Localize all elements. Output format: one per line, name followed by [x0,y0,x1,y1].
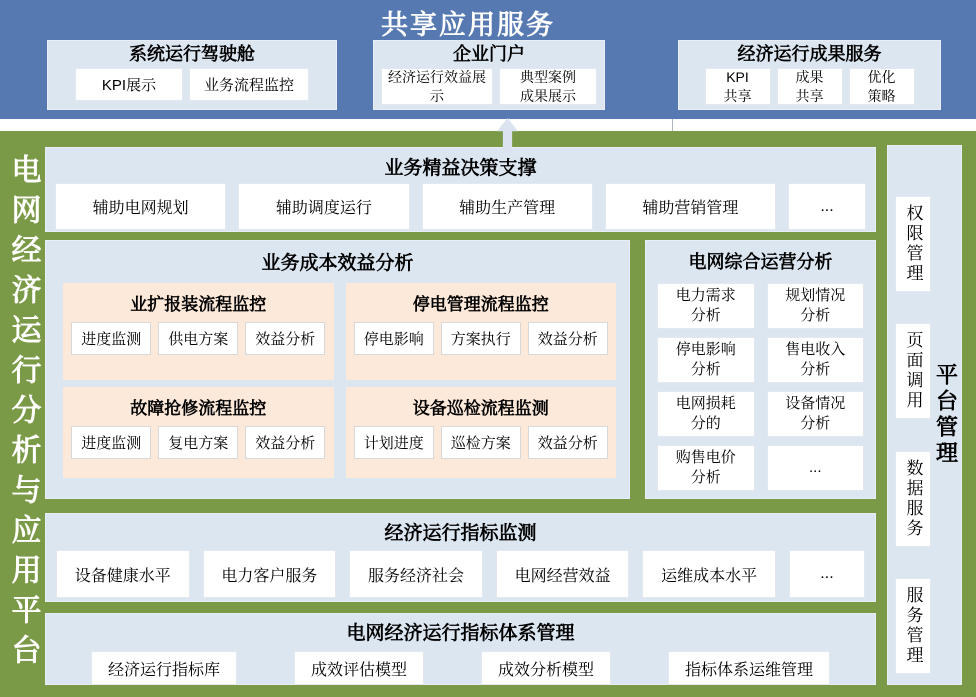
permission-manage-label: 权限管理 [903,204,923,284]
indicator-library-box: 经济运行指标库 [91,651,237,685]
enterprise-portal-title: 企业门户 [453,44,525,64]
device-status-box: 设备情况 分析 [767,391,865,437]
outage-impact-chip: 停电影响 [354,322,434,355]
page-call-box [895,323,931,419]
indicator-monitor-panel [45,513,876,602]
benefit-analysis-chip: 效益分析 [245,322,325,355]
evaluation-model-box: 成效评估模型 [294,651,424,685]
result-service-panel [678,40,941,110]
device-patrol-group [346,387,617,478]
power-demand-box: 电力需求 分析 [657,283,755,329]
decision-support-panel [45,147,876,232]
expand-install-items [63,322,334,355]
sales-income-box: 售电收入 分析 [767,337,865,383]
expand-install-title: 业扩报装流程监控 [130,295,267,314]
planning-status-box: 规划情况 分析 [767,283,865,329]
result-service-title: 经济运行成果服务 [737,44,882,64]
maintenance-cost-box: 运维成本水平 [642,550,776,598]
plan-progress-chip: 计划进度 [354,426,434,459]
customer-service-box: 电力客户服务 [203,550,337,598]
platform-manage-items [895,196,931,674]
progress-monitor-chip: 进度监测 [71,426,151,459]
more-box: ... [789,550,865,598]
grid-planning-box: 辅助电网规划 [55,183,226,230]
restore-plan-chip: 复电方案 [158,426,238,459]
benefit-analysis-chip: 效益分析 [528,426,608,459]
platform-title-strip [0,131,45,697]
platform-manage-title-wrap [932,146,960,684]
cost-benefit-title: 业务成本效益分析 [261,253,414,274]
economy-society-box: 服务经济社会 [349,550,483,598]
outage-manage-group [346,283,617,380]
price-analysis-box: 购售电价 分析 [657,445,755,491]
benefit-analysis-chip: 效益分析 [245,426,325,459]
service-manage-label: 服务管理 [903,585,923,666]
fault-repair-items [63,426,334,459]
process-monitor-box: 业务流程监控 [189,68,309,101]
patrol-plan-chip: 巡检方案 [441,426,521,459]
more-box: ... [767,445,865,491]
system-cockpit-items [48,68,336,101]
platform-manage-panel [887,145,962,685]
enterprise-portal-panel [373,40,605,110]
platform-title: 电网经济运行分析与应用平台 [6,154,40,674]
expand-install-group [63,283,334,380]
fault-repair-group [63,387,334,478]
indicator-system-title: 电网经济运行指标体系管理 [346,623,575,644]
outage-manage-items [346,322,617,355]
system-cockpit-panel [47,40,337,110]
data-service-box [895,451,931,547]
fault-repair-title: 故障抢修流程监控 [130,399,267,418]
platform-manage-title: 平台管理 [933,363,959,467]
supply-plan-chip: 供电方案 [158,322,238,355]
progress-monitor-chip: 进度监测 [71,322,151,355]
system-cockpit-title: 系统运行驾驶舱 [129,44,255,64]
divider-line [672,119,673,131]
indicator-system-items [91,651,830,685]
outage-manage-title: 停电管理流程监控 [412,295,549,314]
decision-support-title: 业务精益决策支撑 [384,158,537,179]
operation-analysis-panel [645,240,876,499]
benefit-analysis-chip: 效益分析 [528,322,608,355]
page-call-label: 页面调用 [903,331,923,412]
outage-impact-box: 停电影响 分析 [657,337,755,383]
operating-benefit-box: 电网经营效益 [496,550,630,598]
dispatch-operation-box: 辅助调度运行 [238,183,409,230]
case-display-box: 典型案例 成果展示 [499,68,597,105]
more-box: ... [788,183,866,230]
indicator-system-panel [45,613,876,685]
optimize-strategy-box: 优化 策略 [849,68,915,105]
decision-support-items [55,183,866,230]
plan-execute-chip: 方案执行 [441,322,521,355]
grid-loss-box: 电网损耗 分的 [657,391,755,437]
kpi-share-box: KPI 共享 [705,68,771,105]
operation-analysis-items [657,283,864,491]
system-maintain-box: 指标体系运维管理 [668,651,830,685]
indicator-monitor-title: 经济运行指标监测 [384,523,537,544]
device-health-box: 设备健康水平 [56,550,190,598]
data-service-label: 数据服务 [903,458,923,539]
benefit-display-box: 经济运行效益展 示 [381,68,493,105]
cost-benefit-groups [63,283,616,478]
operation-analysis-title: 电网综合运营分析 [688,252,833,272]
shared-services-title: 共享应用服务 [381,10,555,40]
cost-benefit-panel [45,240,630,499]
marketing-manage-box: 辅助营销管理 [605,183,776,230]
analysis-model-box: 成效分析模型 [481,651,611,685]
production-manage-box: 辅助生产管理 [422,183,593,230]
device-patrol-items [346,426,617,459]
permission-manage-box [895,196,931,292]
enterprise-portal-items [374,68,604,105]
shared-services-band [0,0,976,119]
service-manage-box [895,578,931,674]
kpi-display-box: KPI展示 [75,68,183,101]
result-service-items [679,68,940,105]
device-patrol-title: 设备巡检流程监测 [412,399,549,418]
result-share-box: 成果 共享 [777,68,843,105]
indicator-monitor-items [56,550,865,598]
